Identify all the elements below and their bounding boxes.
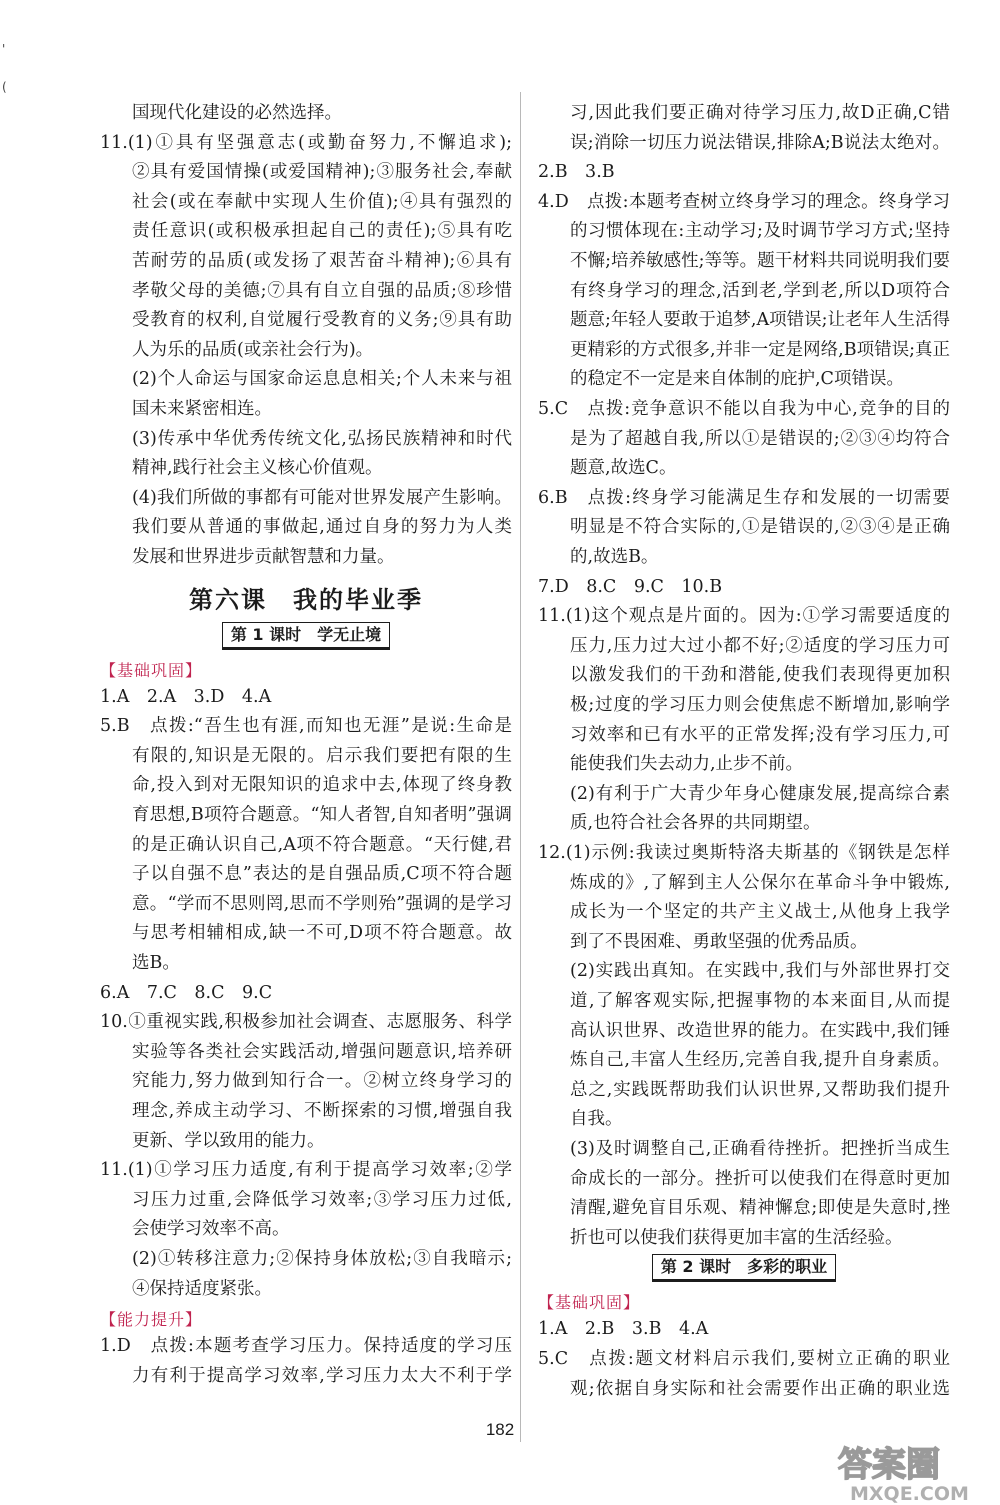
text-line: 1.A 2.A 3.D 4.A <box>100 686 272 707</box>
text-line: 2.B 3.B <box>538 162 615 183</box>
text-line: 有限的,知识是无限的。启示我们要把有限的生 <box>132 745 512 766</box>
text-line: 选B。 <box>132 953 180 973</box>
text-line: (3)及时调整自己,正确看待挫折。把挫折当成生 <box>570 1139 950 1159</box>
watermark-text: 答案圈 <box>838 1445 940 1485</box>
text-line: 折也可以使我们获得更加丰富的生活经验。 <box>570 1227 903 1248</box>
text-line: 发展和世界进步贡献智慧和力量。 <box>132 547 395 567</box>
text-line: 的,故选B。 <box>570 547 659 567</box>
text-line: 是为了超越自我,所以①是错误的;②③④均符合 <box>570 428 950 449</box>
text-line: 题意,故选C。 <box>570 458 677 479</box>
text-line: 总之,实践既帮助我们认识世界,又帮助我们提升 <box>570 1079 950 1100</box>
text-line: 到了不畏困难、勇敢坚强的优秀品质。 <box>570 931 868 952</box>
text-line: 的是正确认识自己,A项不符合题意。“天行健,君 <box>132 834 512 855</box>
lesson-heading: 第六课 我的毕业季 <box>189 585 423 614</box>
class-period-label: 第 2 课时 多彩的职业 <box>652 1254 836 1282</box>
text-line: 人为乐的品质(或亲社会行为)。 <box>132 339 374 360</box>
text-line: 11.(1)这个观点是片面的。因为:①学习需要适度的 <box>538 606 950 627</box>
text-line: 社会(或在奉献中实现人生价值);④具有强烈的 <box>132 191 512 212</box>
text-line: 子以自强不息”表达的是自强品质,C项不符合题 <box>132 864 512 885</box>
text-line: 命成长的一部分。挫折可以使我们在得意时更加 <box>570 1168 950 1189</box>
text-line: 精神,践行社会主义核心价值观。 <box>132 458 383 479</box>
class-period-heading <box>538 1254 950 1282</box>
text-line: 极;过度的学习压力则会使焦虑不断增加,影响学 <box>570 695 950 715</box>
watermark-subtext: MXQE.COM <box>850 1483 969 1505</box>
text-line: (2)实践出真知。在实践中,我们与外部世界打交 <box>570 961 950 982</box>
text-line: 10.①重视实践,积极参加社会调查、志愿服务、科学 <box>100 1012 512 1033</box>
text-line: (2)个人命运与国家命运息息相关;个人未来与祖 <box>132 369 512 390</box>
text-line: 习压力过重,会降低学习效率;③学习压力过低, <box>132 1189 512 1210</box>
text-line: 苦耐劳的品质(或发扬了艰苦奋斗精神);⑥具有 <box>132 251 512 271</box>
text-line: 6.B 点拨:终身学习能满足生存和发展的一切需要 <box>538 487 950 508</box>
text-line: 高认识世界、改造世界的能力。在实践中,我们锤 <box>570 1020 950 1041</box>
text-line: 误;消除一切压力说法错误,排除A;B说法太绝对。 <box>570 132 950 153</box>
text-line: (2)①转移注意力;②保持身体放松;③自我暗示; <box>132 1249 512 1269</box>
text-line: 习效率和已有水平的正常发挥;没有学习压力,可 <box>570 724 950 745</box>
text-line: 更新、学以致用的能力。 <box>132 1130 325 1151</box>
text-line: 道,了解客观实际,把握事物的本来面目,从而提 <box>570 991 950 1011</box>
text-line: 与思考相辅相成,缺一不可,D项不符合题意。故 <box>132 923 512 944</box>
text-line: 不懈;培养敏感性;等等。题干材料共同说明我们要 <box>570 251 950 271</box>
text-line: 责任意识(或积极承担起自己的责任);⑤具有吃 <box>132 221 512 242</box>
text-line: 意。“学而不思则罔,思而不学则殆”强调的是学习 <box>132 893 512 914</box>
text-line: 5.C 点拨:竞争意识不能以自我为中心,竞争的目的 <box>538 399 950 419</box>
text-line: 炼成的》,了解到主人公保尔在革命斗争中锻炼, <box>570 872 950 893</box>
text-line: 实验等各类社会实践活动,增强问题意识,培养研 <box>132 1041 512 1062</box>
column-divider <box>520 92 521 1442</box>
text-line: 压力,压力过大过小都不好;②适度的学习压力可 <box>570 635 950 656</box>
text-line: 11.(1)①具有坚强意志(或勤奋努力,不懈追求); <box>100 132 512 153</box>
text-line: 我们要从普通的事做起,通过自身的努力为人类 <box>132 517 512 538</box>
text-line: (2)有利于广大青少年身心健康发展,提高综合素 <box>570 783 950 804</box>
text-line: 质,也符合社会各界的共同期望。 <box>570 813 821 834</box>
text-line: 以激发我们的干劲和潜能,使我们表现得更加积 <box>570 665 950 686</box>
text-line: 能使我们失去动力,止步不前。 <box>570 754 804 775</box>
text-line: (3)传承中华优秀传统文化,弘扬民族精神和时代 <box>132 428 512 449</box>
text-line: 6.A 7.C 8.C 9.C <box>100 982 273 1003</box>
text-line: (4)我们所做的事都有可能对世界发展产生影响。 <box>132 487 512 508</box>
text-line: 有终身学习的理念,活到老,学到老,所以D项符合 <box>570 280 950 301</box>
text-line: 命,投入到对无限知识的追求中去,体现了终身教 <box>132 775 512 796</box>
text-line: 清醒,避免盲目乐观、精神懈怠;即使是失意时,挫 <box>570 1198 950 1219</box>
text-line: 究能力,努力做到知行合一。②树立终身学习的 <box>132 1071 512 1092</box>
text-line: 成长为一个坚定的共产主义战士,从他身上我学 <box>570 902 950 923</box>
section-label: 【能力提升】 <box>100 1310 203 1330</box>
text-line: 国现代化建设的必然选择。 <box>132 103 342 123</box>
text-line: 1.D 点拨:本题考查学习压力。保持适度的学习压 <box>100 1336 512 1357</box>
text-line: 4.D 点拨:本题考查树立终身学习的理念。终身学习 <box>538 191 950 212</box>
section-label: 【基础巩固】 <box>538 1293 641 1313</box>
page-number: 182 <box>485 1420 515 1439</box>
class-period-heading <box>100 622 512 650</box>
text-line: 孝敬父母的美德;⑦具有自立自强的品质;⑧珍惜 <box>132 280 512 301</box>
scan-mark: ( <box>2 80 7 94</box>
text-line: 国未来紧密相连。 <box>132 399 272 419</box>
text-line: 的习惯体现在:主动学习;及时调节学习方式;坚持 <box>570 221 950 242</box>
scan-mark: ' <box>2 42 6 56</box>
text-line: 力有利于提高学习效率,学习压力太大不利于学 <box>132 1365 512 1386</box>
text-line: 理念,养成主动学习、不断探索的习惯,增强自我 <box>132 1101 512 1121</box>
text-line: 自我。 <box>570 1109 623 1130</box>
text-line: 5.B 点拨:“吾生也有涯,而知也无涯”是说:生命是 <box>100 716 512 737</box>
text-line: 炼自己,丰富人生经历,完善自我,提升自身素质。 <box>570 1050 950 1071</box>
text-line: 明显是不符合实际的,①是错误的,②③④是正确 <box>570 517 950 538</box>
text-line: 会使学习效率不高。 <box>132 1219 290 1240</box>
text-line: 受教育的权利,自觉履行受教育的义务;⑨具有助 <box>132 310 512 331</box>
text-line: 1.A 2.B 3.B 4.A <box>538 1319 709 1340</box>
text-line: 观;依据自身实际和社会需要作出正确的职业选 <box>570 1378 950 1399</box>
section-label: 【基础巩固】 <box>100 660 203 680</box>
text-line: 11.(1)①学习压力适度,有利于提高学习效率;②学 <box>100 1160 512 1181</box>
text-line: 7.D 8.C 9.C 10.B <box>538 576 723 597</box>
text-line: 育思想,B项符合题意。“知人者智,自知者明”强调 <box>132 805 512 825</box>
text-line: 5.C 点拨:题文材料启示我们,要树立正确的职业 <box>538 1349 950 1369</box>
text-line: 习,因此我们要正确对待学习压力,故D正确,C错 <box>570 103 950 123</box>
watermark-logo <box>830 1440 1000 1505</box>
text-line: ②具有爱国情操(或爱国精神);③服务社会,奉献 <box>132 162 512 183</box>
text-line: ④保持适度紧张。 <box>132 1278 272 1299</box>
text-line: 12.(1)示例:我读过奥斯特洛夫斯基的《钢铁是怎样 <box>538 843 950 863</box>
text-line: 的稳定不一定是来自体制的庇护,C项错误。 <box>570 369 904 390</box>
class-period-label: 第 1 课时 学无止境 <box>222 622 390 650</box>
text-line: 题意;年轻人要敢于追梦,A项错误;让老年人生活得 <box>570 310 950 331</box>
text-line: 更精彩的方式很多,并非一定是网络,B项错误;真正 <box>570 339 950 360</box>
